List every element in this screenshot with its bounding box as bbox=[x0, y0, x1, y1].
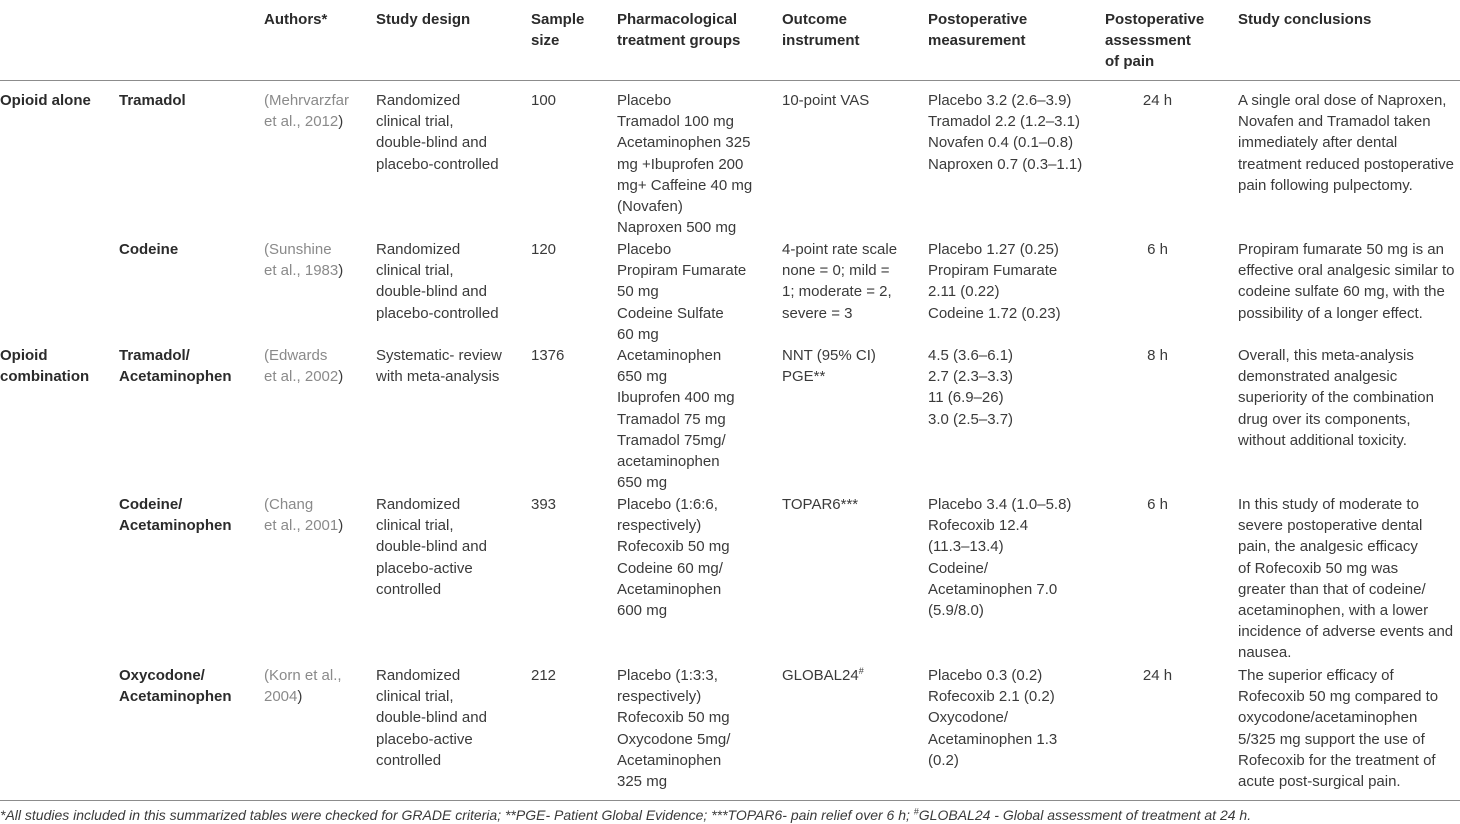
row-assessment: 24 h bbox=[1142, 667, 1173, 684]
row-drug: Tramadol bbox=[119, 92, 186, 109]
row-study-design: Randomized clinical trial, double-blind and placebo-controlled bbox=[376, 92, 499, 173]
row-category: Opioid alone bbox=[0, 92, 91, 109]
instrument-superscript: # bbox=[858, 666, 864, 676]
row-measurement: Placebo 0.3 (0.2) Rofecoxib 2.1 (0.2) Oxycodone/ Acetaminophen 1.3 (0.2) bbox=[928, 667, 1058, 769]
row-conclusions: Propiram fumarate 50 mg is an effective oral analgesic similar to codeine sulfate 60 mg, with the possibility of a longer effect. bbox=[1238, 241, 1455, 322]
row-measurement: Placebo 1.27 (0.25) Propiram Fumarate 2.11 (0.22) Codeine 1.72 (0.23) bbox=[928, 241, 1061, 322]
header-postoperative-assessment: Postoperative assessment of pain bbox=[1105, 11, 1205, 71]
row-outcome-instrument: NNT (95% CI) PGE** bbox=[782, 347, 876, 386]
header-authors: Authors* bbox=[264, 11, 328, 28]
header-postoperative-measurement: Postoperative measurement bbox=[928, 11, 1028, 50]
citation-open: ( bbox=[264, 347, 269, 364]
row-drug: Codeine bbox=[119, 241, 179, 258]
row-sample-size: 393 bbox=[531, 496, 557, 513]
row-treatment-groups: Placebo Propiram Fumarate 50 mg Codeine Sulfate 60 mg bbox=[617, 241, 747, 343]
citation-link[interactable]: Sunshine et al., 1983 bbox=[264, 241, 339, 280]
row-conclusions: Overall, this meta-analysis demonstrated analgesic superiority of the combination drug over its components, without additional toxicity. bbox=[1238, 347, 1434, 449]
row-conclusions: A single oral dose of Naproxen, Novafen and Tramadol taken immediately after dental treatment reduced postoperative pain following pulpectomy. bbox=[1238, 92, 1454, 194]
footnote-text-1: *All studies included in this summarized tables were checked for GRADE criteria; **PGE- Patient Global Evidence; ***TOPAR6- pain relief over 6 h; bbox=[0, 807, 914, 823]
citation-close: ) bbox=[338, 368, 344, 386]
row-treatment-groups: Placebo (1:6:6, respectively) Rofecoxib 50 mg Codeine 60 mg/ Acetaminophen 600 mg bbox=[617, 496, 730, 620]
row-measurement: 4.5 (3.6–6.1) 2.7 (2.3–3.3) 11 (6.9–26) 3.0 (2.5–3.7) bbox=[928, 347, 1014, 428]
row-authors-citation[interactable] bbox=[264, 665, 342, 707]
row-study-design: Systematic- review with meta-analysis bbox=[376, 347, 502, 386]
row-drug: Oxycodone/ Acetaminophen bbox=[119, 667, 232, 706]
row-authors-citation[interactable] bbox=[264, 345, 343, 387]
citation-link[interactable]: Edwards et al., 2002 bbox=[264, 347, 339, 386]
row-conclusions: The superior efficacy of Rofecoxib 50 mg compared to oxycodone/acetaminophen 5/325 mg support the use of Rofecoxib for the treatment of acute post-surgical pain. bbox=[1238, 667, 1439, 791]
citation-close: ) bbox=[297, 688, 303, 706]
row-assessment: 24 h bbox=[1142, 92, 1173, 109]
citation-open: ( bbox=[264, 241, 269, 258]
header-divider bbox=[0, 80, 1460, 81]
citation-open: ( bbox=[264, 496, 269, 513]
row-sample-size: 1376 bbox=[531, 347, 565, 364]
row-outcome-instrument bbox=[782, 665, 864, 686]
row-assessment: 6 h bbox=[1147, 241, 1168, 258]
table-bottom-divider bbox=[0, 800, 1460, 801]
citation-open: ( bbox=[264, 667, 269, 684]
row-outcome-instrument: 10-point VAS bbox=[782, 92, 870, 109]
row-category: Opioid combination bbox=[0, 347, 90, 386]
row-sample-size: 212 bbox=[531, 667, 557, 684]
row-assessment: 6 h bbox=[1147, 496, 1168, 513]
citation-close: ) bbox=[338, 113, 344, 131]
row-study-design: Randomized clinical trial, double-blind and placebo-controlled bbox=[376, 241, 499, 322]
row-drug: Codeine/ Acetaminophen bbox=[119, 496, 232, 535]
row-conclusions: In this study of moderate to severe postoperative dental pain, the analgesic efficacy of Rofecoxib 50 mg was greater than that of codeine/ acetaminophen, with a lower incidence of adverse events and nausea. bbox=[1238, 496, 1454, 662]
citation-open: ( bbox=[264, 92, 269, 109]
instrument-text: GLOBAL24 bbox=[782, 667, 859, 684]
row-assessment: 8 h bbox=[1147, 347, 1168, 364]
header-study-conclusions: Study conclusions bbox=[1238, 11, 1372, 28]
row-sample-size: 120 bbox=[531, 241, 557, 258]
citation-link[interactable]: Mehrvarzfar et al., 2012 bbox=[264, 92, 350, 131]
row-treatment-groups: Acetaminophen 650 mg Ibuprofen 400 mg Tramadol 75 mg Tramadol 75mg/ acetaminophen 650 mg bbox=[617, 347, 735, 492]
row-outcome-instrument: 4-point rate scale none = 0; mild = 1; moderate = 2, severe = 3 bbox=[782, 241, 898, 322]
row-treatment-groups: Placebo (1:3:3, respectively) Rofecoxib 50 mg Oxycodone 5mg/ Acetaminophen 325 mg bbox=[617, 667, 731, 791]
header-outcome-instrument: Outcome instrument bbox=[782, 11, 860, 50]
header-study-design: Study design bbox=[376, 11, 471, 28]
row-measurement: Placebo 3.2 (2.6–3.9) Tramadol 2.2 (1.2–3.1) Novafen 0.4 (0.1–0.8) Naproxen 0.7 (0.3–1.1) bbox=[928, 92, 1083, 173]
citation-close: ) bbox=[338, 262, 344, 280]
table-footnote bbox=[0, 806, 1460, 824]
row-study-design: Randomized clinical trial, double-blind and placebo-active controlled bbox=[376, 667, 487, 769]
row-authors-citation[interactable] bbox=[264, 494, 343, 536]
citation-close: ) bbox=[338, 517, 344, 535]
citation-link[interactable]: Chang et al., 2001 bbox=[264, 496, 339, 535]
row-sample-size: 100 bbox=[531, 92, 557, 109]
row-drug: Tramadol/ Acetaminophen bbox=[119, 347, 232, 386]
row-study-design: Randomized clinical trial, double-blind and placebo-active controlled bbox=[376, 496, 487, 598]
row-measurement: Placebo 3.4 (1.0–5.8) Rofecoxib 12.4 (11.3–13.4) Codeine/ Acetaminophen 7.0 (5.9/8.0) bbox=[928, 496, 1072, 620]
row-outcome-instrument: TOPAR6*** bbox=[782, 496, 859, 513]
citation-link[interactable]: Korn et al., 2004 bbox=[264, 667, 342, 706]
row-authors-citation[interactable] bbox=[264, 90, 349, 132]
footnote-superscript: # bbox=[913, 806, 919, 817]
row-authors-citation[interactable] bbox=[264, 239, 343, 281]
header-sample-size: Sample size bbox=[531, 11, 585, 50]
row-treatment-groups: Placebo Tramadol 100 mg Acetaminophen 325 mg +Ibuprofen 200 mg+ Caffeine 40 mg (Novafen) Naproxen 500 mg bbox=[617, 92, 753, 237]
footnote-text-2: GLOBAL24 - Global assessment of treatment at 24 h. bbox=[918, 807, 1252, 823]
header-treatment-groups: Pharmacological treatment groups bbox=[617, 11, 741, 50]
